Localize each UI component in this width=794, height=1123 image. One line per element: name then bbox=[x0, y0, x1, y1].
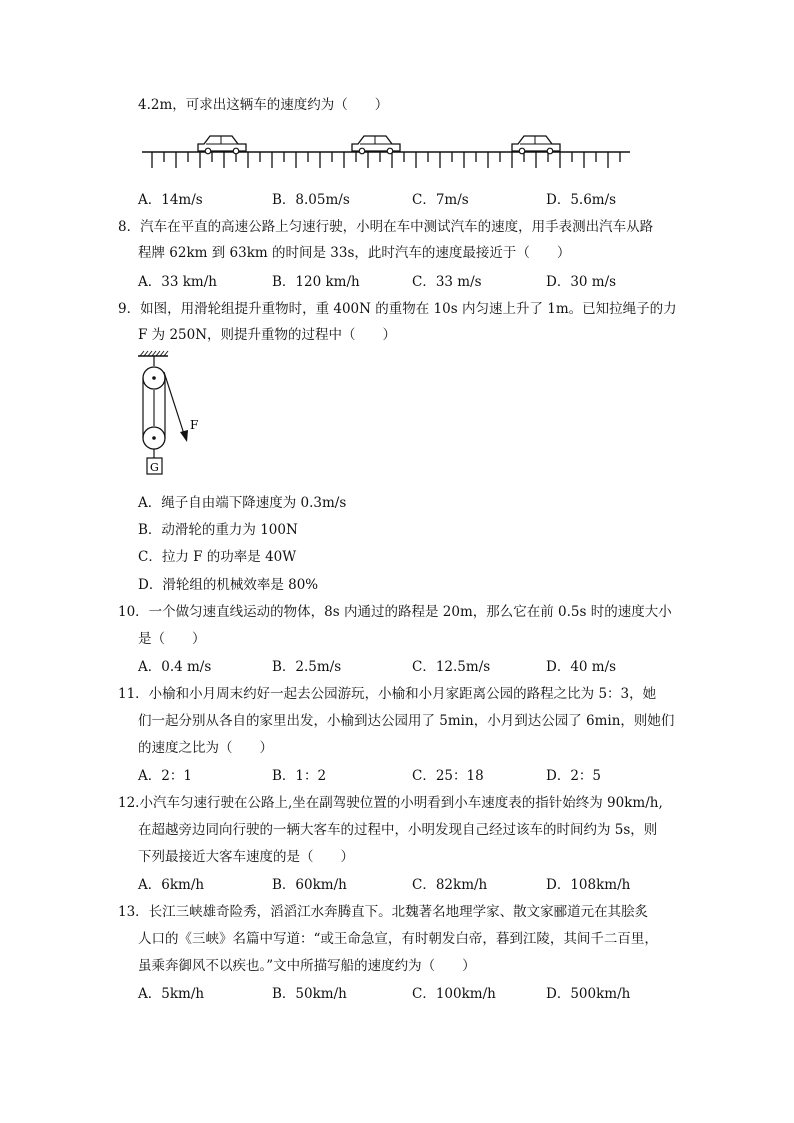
q8-stem-line1: 8．汽车在平直的高速公路上匀速行驶，小明在车中测试汽车的速度，用手表测出汽车从路 bbox=[118, 219, 654, 235]
road-ticks bbox=[152, 152, 620, 168]
weight-label: G bbox=[150, 461, 159, 474]
q9-option-d[interactable]: D．滑轮组的机械效率是 80% bbox=[138, 577, 319, 593]
q12-option-d[interactable]: D．108km/h bbox=[546, 877, 631, 893]
car-icon bbox=[352, 136, 400, 154]
force-label: F bbox=[190, 418, 199, 432]
q8-option-c[interactable]: C．33 m/s bbox=[412, 274, 482, 290]
q9-option-c[interactable]: C．拉力 F 的功率是 40W bbox=[138, 549, 297, 565]
q13-stem-line1: 13．长江三峡雄奇险秀，滔滔江水奔腾直下。北魏著名地理学家、散文家郦道元在其脍炙 bbox=[118, 904, 649, 920]
q12-option-c[interactable]: C．82km/h bbox=[412, 877, 488, 893]
q13-stem-line3: 虽乘奔御风不以疾也。”文中所描写船的速度约为（ ） bbox=[138, 958, 476, 974]
q9-stem-line1: 9．如图，用滑轮组提升重物时，重 400N 的重物在 10s 内匀速上升了 1m。已知拉绳子的力 bbox=[118, 301, 677, 317]
q8-option-b[interactable]: B．120 km/h bbox=[272, 274, 360, 290]
car-icon bbox=[512, 136, 560, 154]
q11-option-b[interactable]: B．1：2 bbox=[272, 768, 327, 784]
q10-option-a[interactable]: A．0.4 m/s bbox=[138, 659, 212, 675]
q9-option-a[interactable]: A．绳子自由端下降速度为 0.3m/s bbox=[138, 495, 347, 511]
road-cars-figure bbox=[140, 126, 636, 182]
q12-option-b[interactable]: B．60km/h bbox=[272, 877, 347, 893]
q10-stem-line1: 10．一个做匀速直线运动的物体，8s 内通过的路程是 20m，那么它在前 0.5s 时的速度大小 bbox=[118, 604, 672, 620]
q12-stem-line1: 12.小汽车匀速行驶在公路上,坐在副驾驶位置的小明看到小车速度表的指针始终为 90km/h, bbox=[118, 795, 663, 811]
q11-stem-line2: 们一起分别从各自的家里出发，小榆到达公园用了 5min，小月到达公园了 6min，则她们 bbox=[138, 713, 675, 729]
q9-stem-line2: F 为 250N，则提升重物的过程中（ ） bbox=[138, 327, 397, 343]
q11-option-c[interactable]: C．25：18 bbox=[412, 768, 484, 784]
q7-text: 4.2m，可求出这辆车的速度约为（ ） bbox=[138, 97, 389, 113]
q8-stem-line2: 程牌 62km 到 63km 的时间是 33s，此时汽车的速度最接近于（ ） bbox=[138, 245, 571, 261]
q13-option-b[interactable]: B．50km/h bbox=[272, 986, 347, 1002]
q13-option-d[interactable]: D．500km/h bbox=[546, 986, 631, 1002]
q7-option-a[interactable]: A．14m/s bbox=[138, 192, 203, 208]
q10-option-b[interactable]: B．2.5m/s bbox=[272, 659, 342, 675]
q13-stem-line2: 人口的《三峡》名篇中写道：“或王命急宣，有时朝发白帝，暮到江陵，其间千二百里， bbox=[138, 931, 658, 947]
q11-option-a[interactable]: A．2：1 bbox=[138, 768, 192, 784]
q8-option-a[interactable]: A．33 km/h bbox=[138, 274, 217, 290]
q8-option-d[interactable]: D．30 m/s bbox=[546, 274, 617, 290]
pulley-figure bbox=[136, 350, 216, 484]
q11-stem-line1: 11．小榆和小月周末约好一起去公园游玩，小榆和小月家距离公园的路程之比为 5：3，她 bbox=[118, 686, 657, 702]
q11-option-d[interactable]: D．2：5 bbox=[546, 768, 602, 784]
q10-stem-line2: 是（ ） bbox=[138, 631, 206, 647]
q10-option-c[interactable]: C．12.5m/s bbox=[412, 659, 491, 675]
q13-option-a[interactable]: A．5km/h bbox=[138, 986, 205, 1002]
q7-option-c[interactable]: C．7m/s bbox=[412, 192, 469, 208]
car-icon bbox=[198, 136, 246, 154]
q7-option-d[interactable]: D．5.6m/s bbox=[546, 192, 617, 208]
q12-stem-line2: 在超越旁边同向行驶的一辆大客车的过程中，小明发现自己经过该车的时间约为 5s，则 bbox=[138, 822, 658, 838]
q10-option-d[interactable]: D．40 m/s bbox=[546, 659, 617, 675]
q12-option-a[interactable]: A．6km/h bbox=[138, 877, 205, 893]
q12-stem-line3: 下列最接近大客车速度的是（ ） bbox=[138, 849, 354, 865]
q13-option-c[interactable]: C．100km/h bbox=[412, 986, 496, 1002]
q7-option-b[interactable]: B．8.05m/s bbox=[272, 192, 350, 208]
q9-option-b[interactable]: B．动滑轮的重力为 100N bbox=[138, 522, 298, 538]
q11-stem-line3: 的速度之比为（ ） bbox=[138, 740, 273, 756]
